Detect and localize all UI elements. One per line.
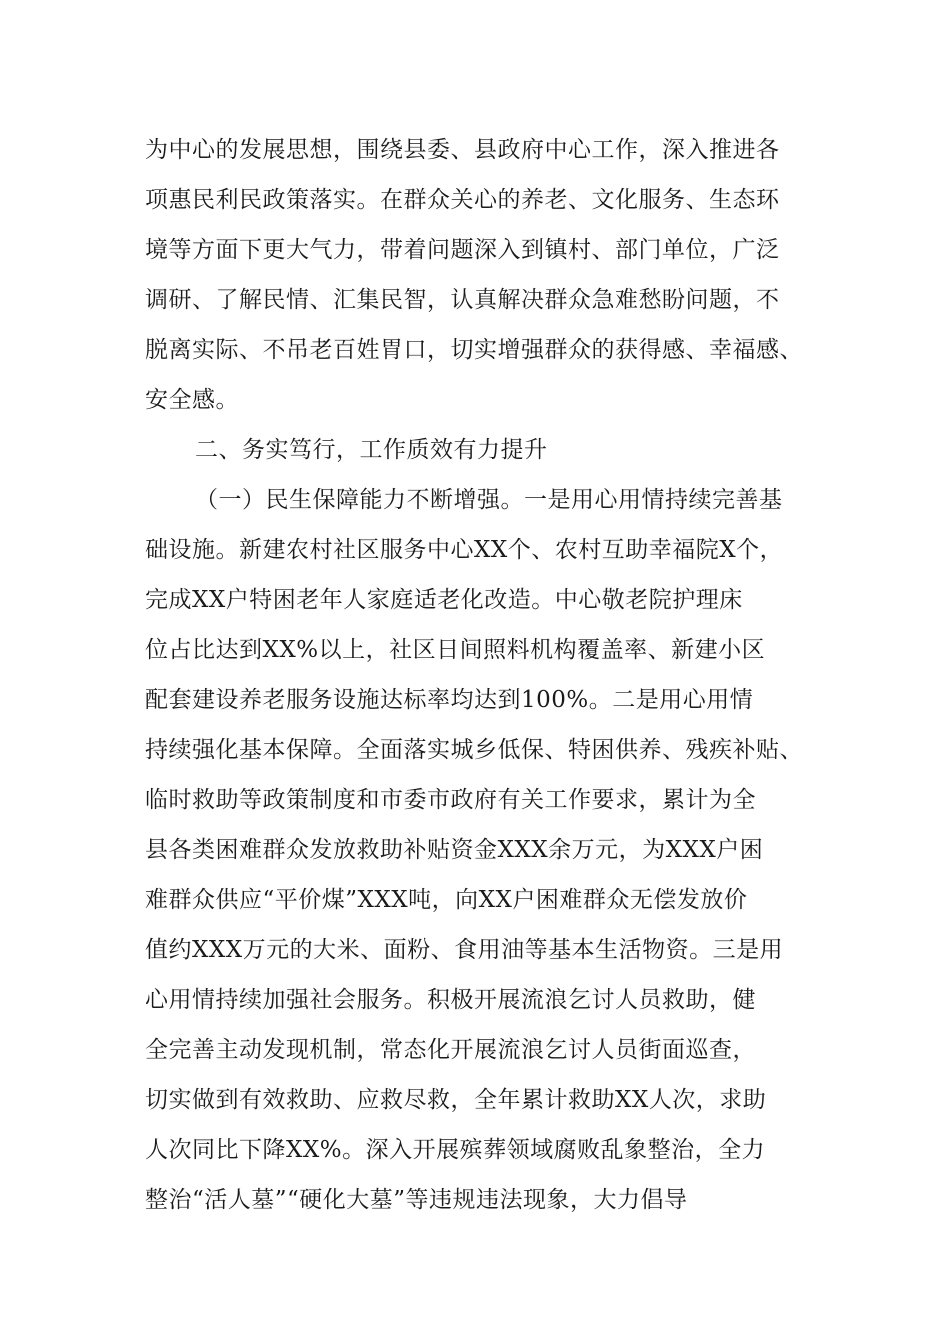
text-line: 项惠民利民政策落实。在群众关心的养老、文化服务、生态环 <box>145 187 780 213</box>
text-line: 为中心的发展思想，围绕县委、县政府中心工作，深入推进各 <box>145 137 780 163</box>
text-line: 持续强化基本保障。全面落实城乡低保、特困供养、残疾补贴、 <box>145 737 803 763</box>
text-line: 县各类困难群众发放救助补贴资金XXX余万元，为XXX户困 <box>145 837 764 863</box>
text-line: 临时救助等政策制度和市委市政府有关工作要求，累计为全 <box>145 787 756 813</box>
text-line: 境等方面下更大气力，带着问题深入到镇村、部门单位，广泛 <box>145 237 780 263</box>
section-heading: 二、务实笃行，工作质效有力提升 <box>195 437 548 463</box>
text-line: 完成XX户特困老年人家庭适老化改造。中心敬老院护理床 <box>145 587 743 613</box>
text-line: 全完善主动发现机制，常态化开展流浪乞讨人员街面巡查， <box>145 1037 756 1063</box>
text-line: 配套建设养老服务设施达标率均达到100%。二是用心用情 <box>145 687 754 713</box>
text-line: 位占比达到XX%以上，社区日间照料机构覆盖率、新建小区 <box>145 637 766 663</box>
text-line: 切实做到有效救助、应救尽救，全年累计救助XX人次，求助 <box>145 1087 767 1113</box>
text-line: 整治“活人墓”“硬化大墓”等违规违法现象，大力倡导 <box>145 1187 688 1213</box>
paragraph-start-line: （一）民生保障能力不断增强。一是用心用情持续完善基 <box>195 487 783 513</box>
text-line: 值约XXX万元的大米、面粉、食用油等基本生活物资。三是用 <box>145 937 784 963</box>
text-line: 调研、了解民情、汇集民智，认真解决群众急难愁盼问题，不 <box>145 287 780 313</box>
text-line: 难群众供应“平价煤”XXX吨，向XX户困难群众无偿发放价 <box>145 887 748 913</box>
text-line: 安全感。 <box>145 387 239 413</box>
text-line: 脱离实际、不吊老百姓胃口，切实增强群众的获得感、幸福感、 <box>145 337 803 363</box>
text-line: 心用情持续加强社会服务。积极开展流浪乞讨人员救助，健 <box>145 987 756 1013</box>
text-line: 人次同比下降XX%。深入开展殡葬领域腐败乱象整治，全力 <box>145 1137 766 1163</box>
text-line: 础设施。新建农村社区服务中心XX个、农村互助幸福院X个， <box>145 537 784 563</box>
